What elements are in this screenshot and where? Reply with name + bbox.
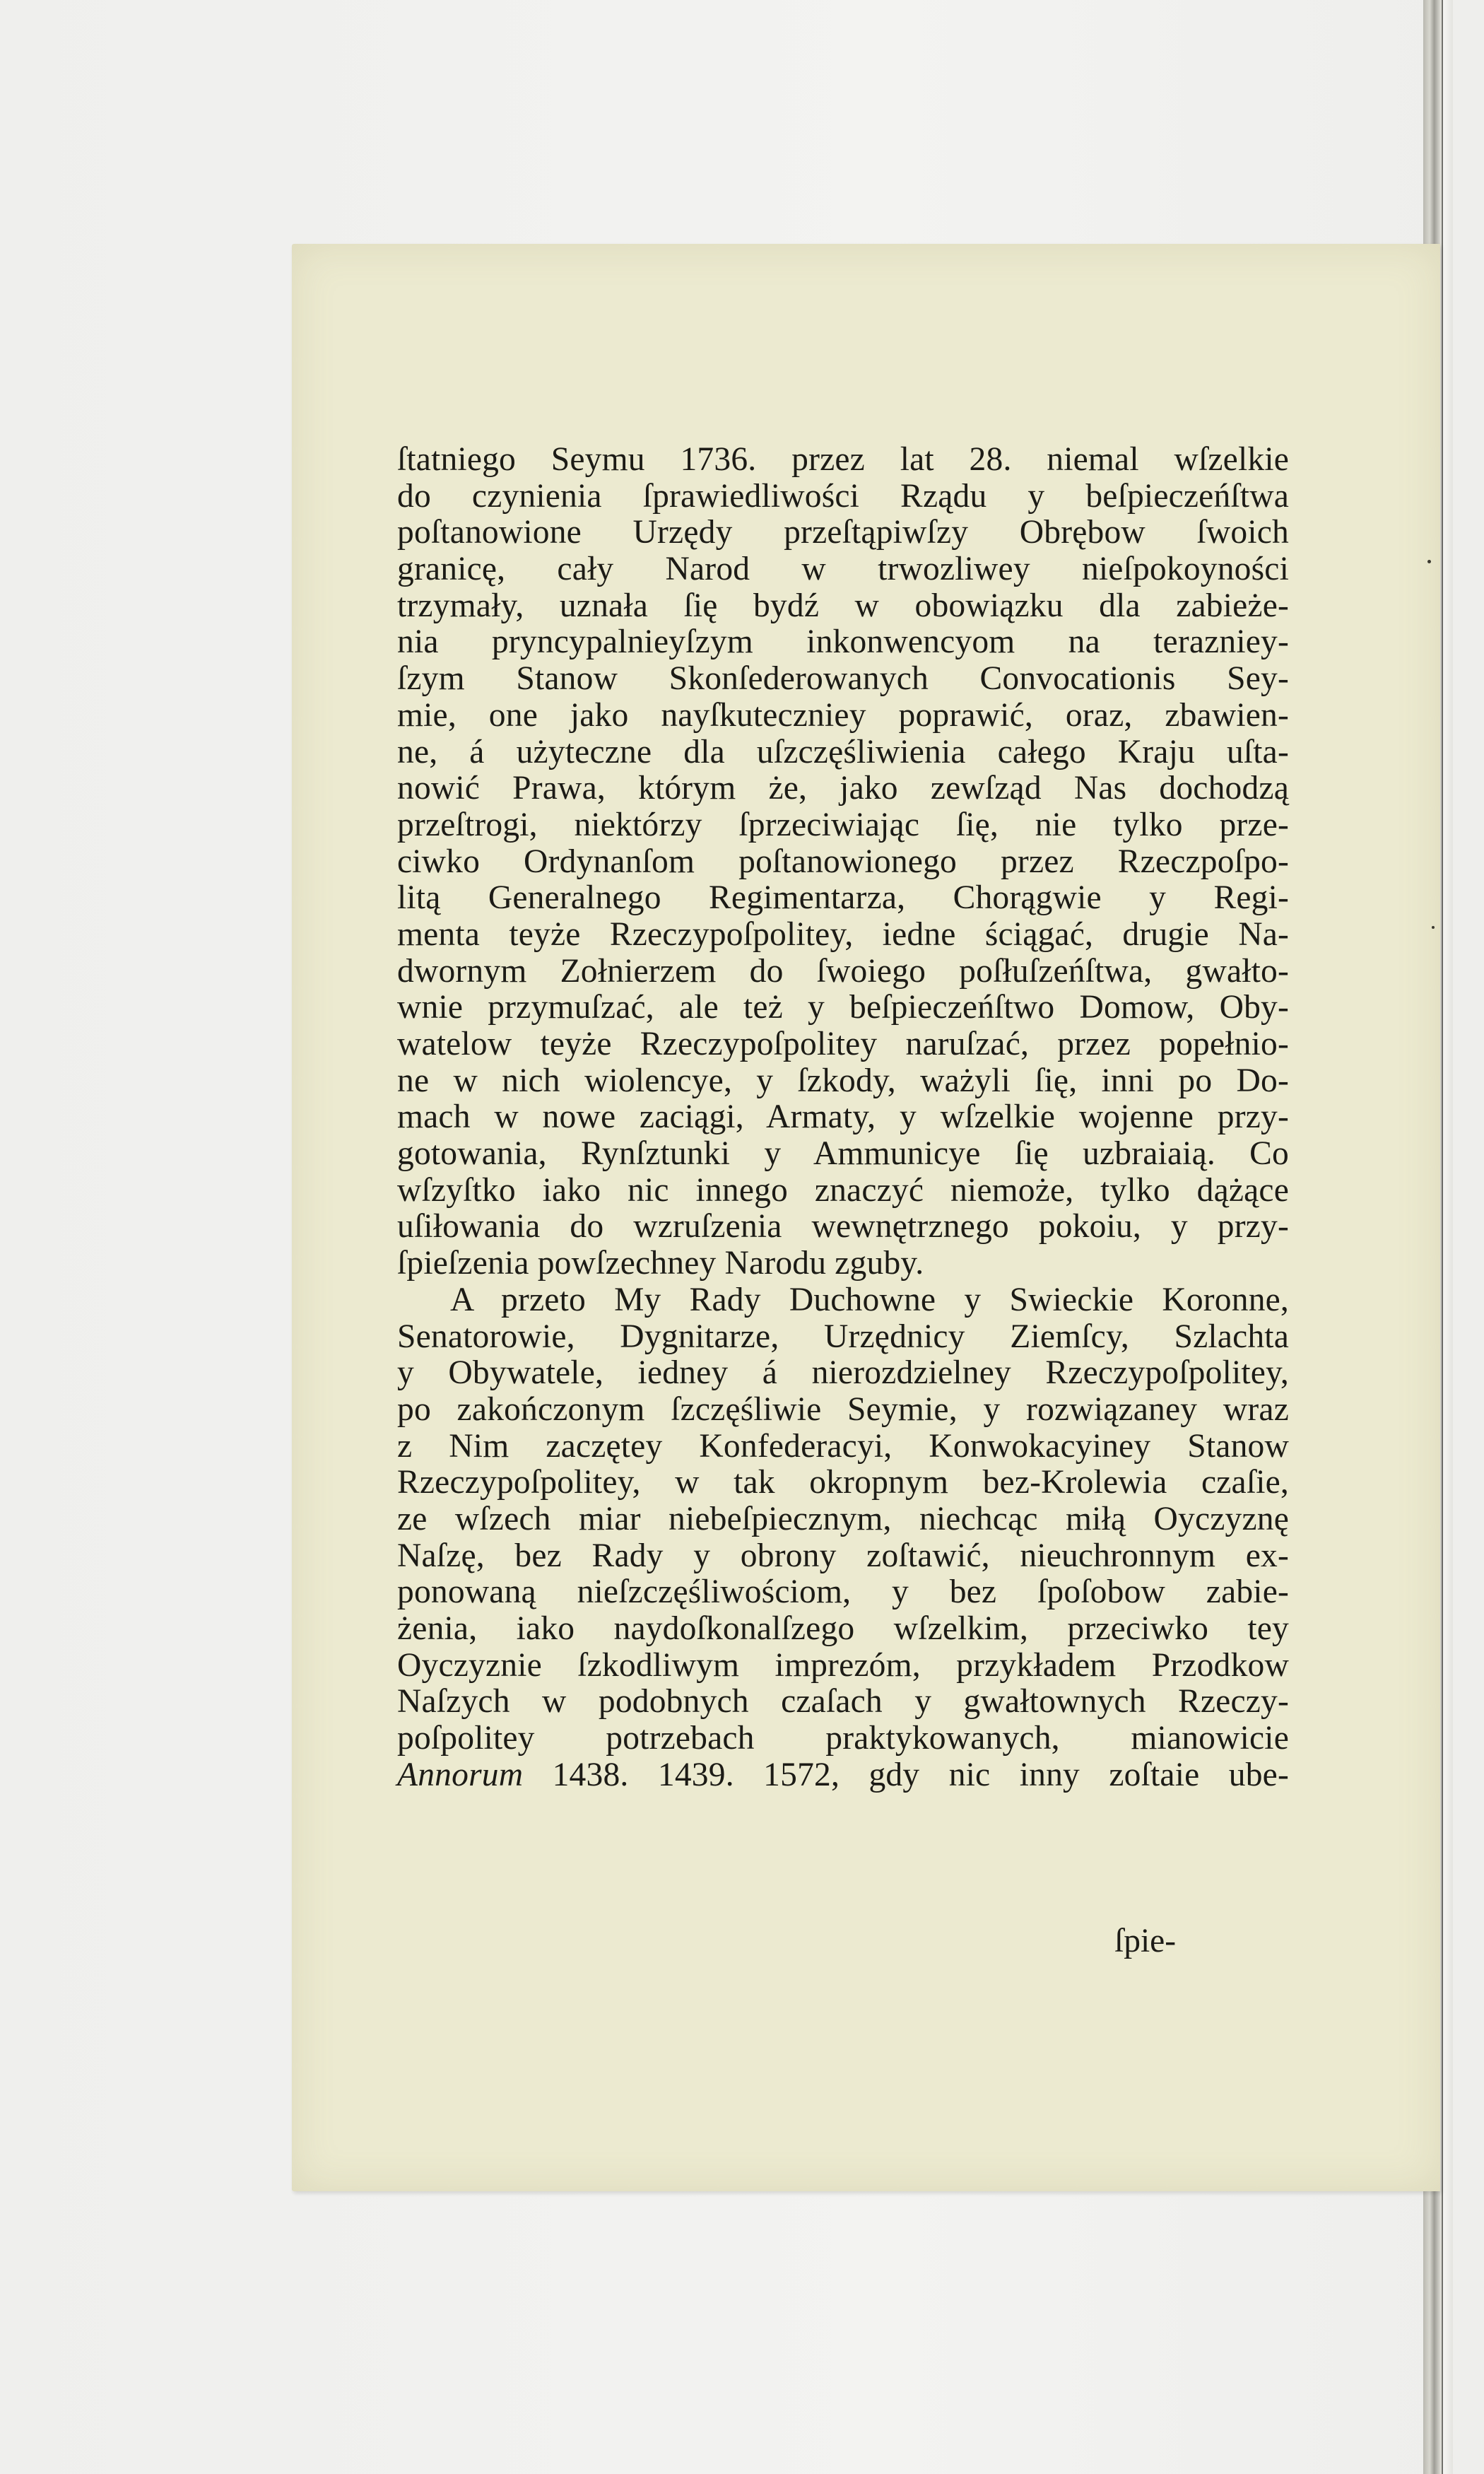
text-line: poſpolitey potrzebach praktykowanych, mianowicie (397, 1720, 1289, 1757)
text-line: ciwko Ordynanſom poſtanowionego przez Rzeczpoſpo- (397, 843, 1289, 880)
catchword: ſpie- (1114, 1923, 1177, 1959)
text-line: Naſzę, bez Rady y obrony zoſtawić, nieuchronnym ex- (397, 1537, 1289, 1574)
text-line: poſtanowione Urzędy przeſtąpiwſzy Obrębow ſwoich (397, 514, 1289, 551)
binding-edge (1442, 0, 1453, 2474)
text-line: nowić Prawa, którym że, jako zewſząd Nas dochodzą (397, 770, 1289, 807)
text-line: ne, á użyteczne dla uſzczęśliwienia całego Kraju uſta- (397, 733, 1289, 770)
text-line: watelow teyże Rzeczypoſpolitey naruſzać, przez popełnio- (397, 1026, 1289, 1062)
text-line: uſiłowania do wzruſzenia wewnętrznego pokoiu, y przy- (397, 1208, 1289, 1245)
text-line: trzymały, uznała ſię bydź w obowiązku dla zabieże- (397, 587, 1289, 624)
text-line: Rzeczypoſpolitey, w tak okropnym bez-Krolewia czaſie, (397, 1464, 1289, 1501)
text-line: do czynienia ſprawiedliwości Rządu y beſpieczeńſtwa (397, 477, 1289, 515)
text-line: wnie przymuſzać, ale też y beſpieczeńſtwo Domow, Oby- (397, 989, 1289, 1026)
text-line: z Nim zaczętey Konfederacyi, Konwokacyiney Stanow (397, 1427, 1289, 1465)
text-line: wſzyſtko iako nic innego znaczyć niemoże, tylko dążące (397, 1171, 1289, 1209)
text-line: Oyczyznie ſzkodliwym imprezóm, przykładem Przodkow (397, 1646, 1289, 1684)
text-line: gotowania, Rynſztunki y Ammunicye ſię uzbraiaią. Co (397, 1135, 1289, 1173)
text-line: ze wſzech miar niebeſpiecznym, niechcąc miłą Oyczyznę (397, 1500, 1289, 1537)
text-line: Annorum 1438. 1439. 1572, gdy nic inny zoſtaie ube- (397, 1756, 1289, 1793)
margin-speck (1432, 926, 1435, 929)
text-line: żenia, iako naydoſkonalſzego wſzelkim, przeciwko tey (397, 1610, 1289, 1647)
document-text-block (397, 442, 1289, 1793)
text-line: Naſzych w podobnych czaſach y gwałtownych Rzeczy- (397, 1683, 1289, 1720)
text-line: przeſtrogi, niektórzy ſprzeciwiając ſię, nie tylko prze- (397, 806, 1289, 843)
text-line: po zakończonym ſzczęśliwie Seymie, y rozwiązaney wraz (397, 1390, 1289, 1428)
text-line: ne w nich wiolencye, y ſzkody, ważyli ſię, inni po Do- (397, 1062, 1289, 1099)
text-line: y Obywatele, iedney á nierozdzielney Rzeczypoſpolitey, (397, 1354, 1289, 1392)
text-line: dwornym Zołnierzem do ſwoiego poſłuſzeńſtwa, gwałto- (397, 952, 1289, 990)
italic-word: Annorum (397, 1756, 524, 1793)
text-line: ſpieſzenia powſzechney Narodu zguby. (397, 1245, 924, 1282)
text-line: Senatorowie, Dygnitarze, Urzędnicy Ziemſcy, Szlachta (397, 1318, 1289, 1355)
text-line: mie, one jako nayſkuteczniey poprawić, oraz, zbawien- (397, 696, 1289, 734)
text-line: nia pryncypalnieyſzym inkonwencyom na terazniey- (397, 623, 1289, 661)
text-line: ſtatniego Seymu 1736. przez lat 28. niemal wſzelkie (397, 441, 1289, 478)
margin-speck (1427, 560, 1431, 563)
text-line: A przeto My Rady Duchowne y Swieckie Koronne, (450, 1281, 1289, 1318)
text-line: menta teyże Rzeczypoſpolitey, iedne ściągać, drugie Na- (397, 915, 1289, 953)
text-line: litą Generalnego Regimentarza, Chorągwie y Regi- (397, 879, 1289, 917)
text-line: ſzym Stanow Skonſederowanych Convocationis Sey- (397, 660, 1289, 698)
text-line: granicę, cały Narod w trwozliwey nieſpokoyności (397, 551, 1289, 588)
text-line: ponowaną nieſzczęśliwościom, y bez ſpoſobow zabie- (397, 1573, 1289, 1611)
text-line: mach w nowe zaciągi, Armaty, y wſzelkie wojenne przy- (397, 1098, 1289, 1136)
